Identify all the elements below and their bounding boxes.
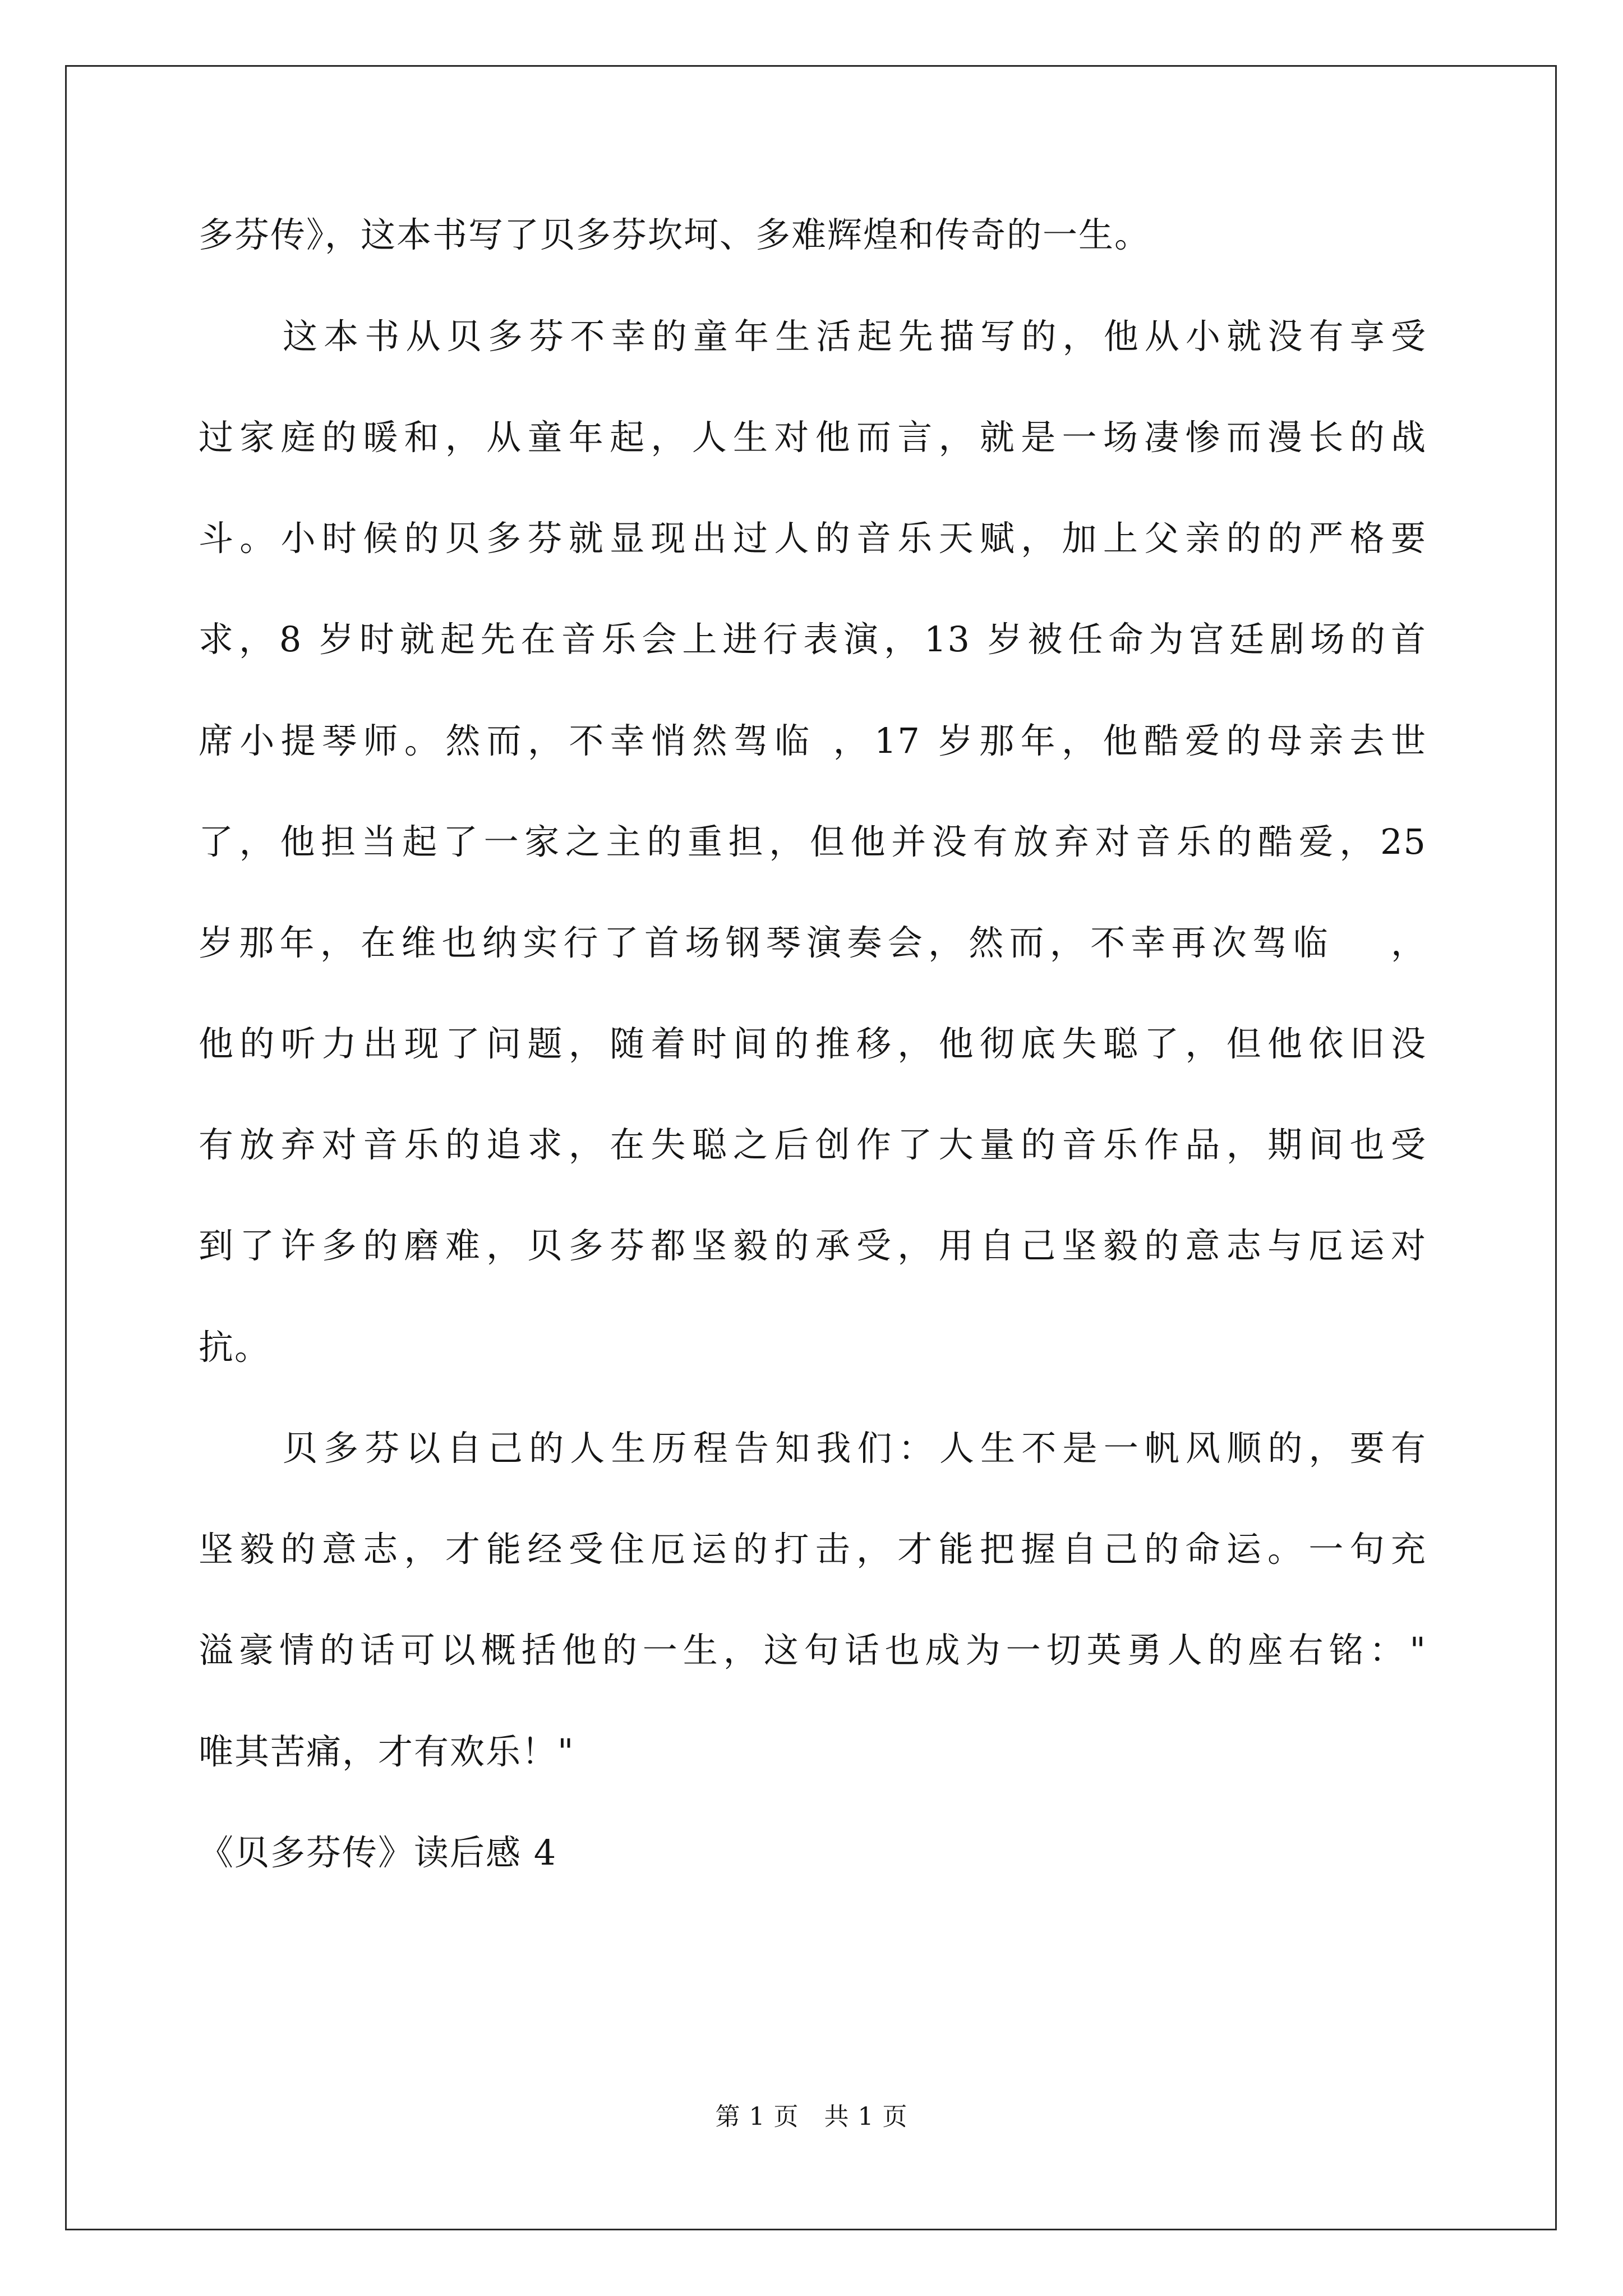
text-line: 岁那年，在维也纳实行了首场钢琴演奏会，然而，不幸再次驾临 ， [199,922,1427,963]
text-line: 贝多芬以自己的人生历程告知我们：人生不是一帆风顺的，要有 [283,1428,1427,1469]
text-line: 抗。 [199,1327,271,1368]
text-line: 到了许多的磨难，贝多芬都坚毅的承受，用自己坚毅的意志与厄运对 [199,1225,1427,1266]
section-heading: 《贝多芬传》读后感 4 [199,1832,557,1873]
text-line: 溢豪情的话可以概括他的一生，这句话也成为一切英勇人的座右铭：" [199,1630,1427,1671]
text-line: 求，8 岁时就起先在音乐会上进行表演，13 岁被任命为宫廷剧场的首 [199,619,1427,660]
text-line: 坚毅的意志，才能经受住厄运的打击，才能把握自己的命运。一句充 [199,1529,1427,1570]
text-line: 席小提琴师。然而，不幸悄然驾临 ，17 岁那年，他酷爱的母亲去世 [199,720,1427,761]
text-line: 了，他担当起了一家之主的重担，但他并没有放弃对音乐的酷爱，25 [199,821,1427,862]
text-line: 这本书从贝多芬不幸的童年生活起先描写的，他从小就没有享受 [283,316,1427,357]
text-line: 他的听力出现了问题，随着时间的推移，他彻底失聪了，但他依旧没 [199,1023,1427,1064]
text-line: 有放弃对音乐的追求，在失聪之后创作了大量的音乐作品，期间也受 [199,1124,1427,1165]
text-line: 斗。小时候的贝多芬就显现出过人的音乐天赋，加上父亲的的严格要 [199,518,1427,559]
page-footer: 第 1 页 共 1 页 [715,2102,908,2131]
text-line: 多芬传》，这本书写了贝多芬坎坷、多难辉煌和传奇的一生。 [199,214,1151,255]
text-line: 过家庭的暖和，从童年起，人生对他而言，就是一场凄惨而漫长的战 [199,417,1427,458]
text-line: 唯其苦痛，才有欢乐！" [199,1731,575,1772]
